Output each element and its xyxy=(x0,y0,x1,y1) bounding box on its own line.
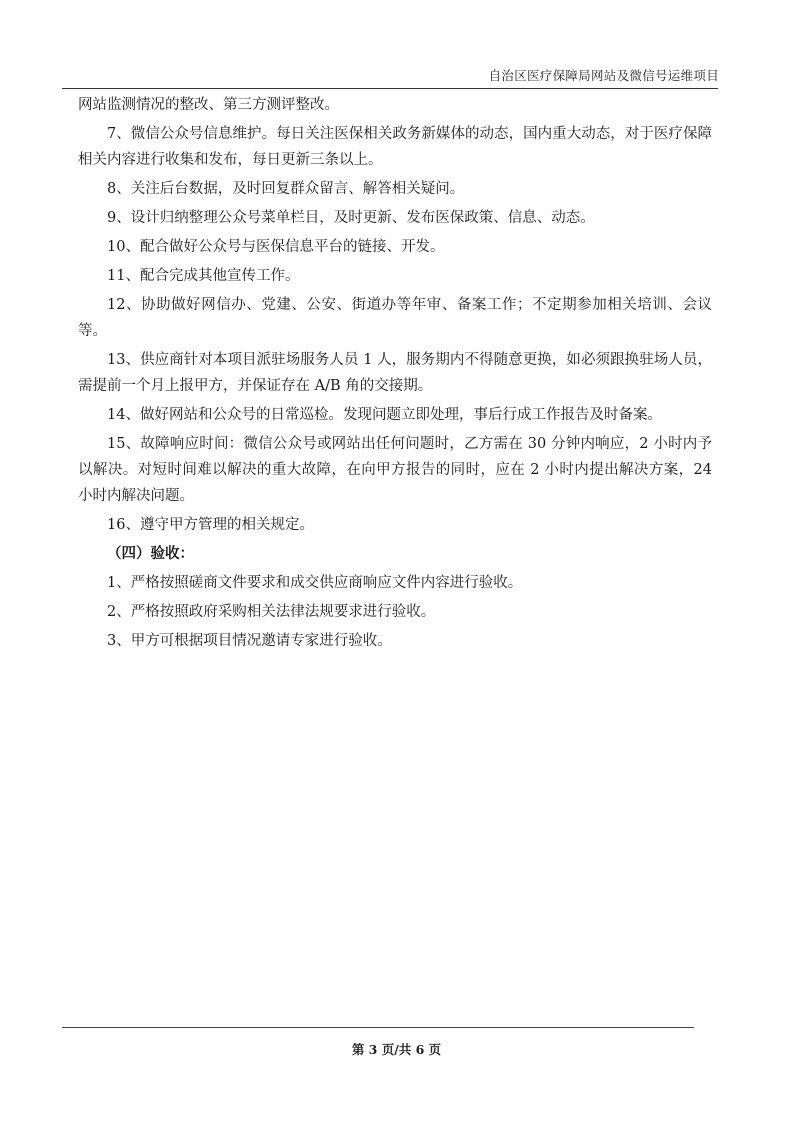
acceptance-item-2: 2、严格按照政府采购相关法律法规要求进行验收。 xyxy=(107,604,436,620)
paragraph-continuation: 网站监测情况的整改、第三方测评整改。 xyxy=(78,97,339,113)
acceptance-item-3: 3、甲方可根据项目情况邀请专家进行验收。 xyxy=(107,633,392,649)
list-item-14: 14、做好网站和公众号的日常巡检。发现问题立即处理，事后行成工作报告及时备案。 xyxy=(107,407,662,423)
list-item-8: 8、关注后台数据，及时回复群众留言、解答相关疑问。 xyxy=(107,181,465,197)
page-number: 第 3 页/共 6 页 xyxy=(351,1042,442,1057)
list-item-7: 7、微信公众号信息维护。每日关注医保相关政务新媒体的动态，国内重大动态，对于医疗保障相关内容进行收集和发布，每日更新三条以上。 xyxy=(78,126,712,168)
acceptance-item-1: 1、严格按照磋商文件要求和成交供应商响应文件内容进行验收。 xyxy=(107,575,523,591)
list-item-13: 13、供应商针对本项目派驻场服务人员 1 人，服务期内不得随意更换，如必须跟换驻场人员，需提前一个月上报甲方，并保证存在 A/B 角的交接期。 xyxy=(78,352,712,394)
running-header: 自治区医疗保障局网站及微信号运维项目 xyxy=(488,68,719,83)
list-item-10: 10、配合做好公众号与医保信息平台的链接、开发。 xyxy=(107,239,445,255)
list-item-11: 11、配合完成其他宣传工作。 xyxy=(107,268,300,284)
list-item-9: 9、设计归纳整理公众号菜单栏目，及时更新、发布医保政策、信息、动态。 xyxy=(107,210,595,226)
header-divider xyxy=(62,88,718,89)
document-body xyxy=(78,92,712,657)
footer-divider xyxy=(62,1027,694,1028)
section-heading-acceptance: （四）验收： xyxy=(107,545,194,562)
list-item-15: 15、故障响应时间：微信公众号或网站出任何问题时，乙方需在 30 分钟内响应，2 小时内予以解决。对短时间难以解决的重大故障，在向甲方报告的同时，应在 2 小时内提出解决方案，24 小时内解决问题。 xyxy=(78,436,712,504)
list-item-12: 12、协助做好网信办、党建、公安、街道办等年审、备案工作；不定期参加相关培训、会议等。 xyxy=(78,297,712,339)
list-item-16: 16、遵守甲方管理的相关规定。 xyxy=(107,517,314,533)
